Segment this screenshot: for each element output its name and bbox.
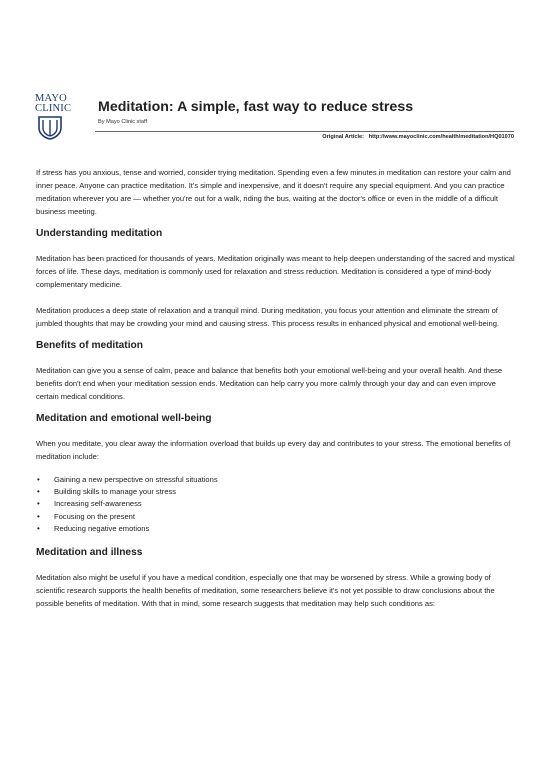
list-item: • Increasing self-awareness — [36, 498, 516, 510]
understanding-paragraph-2: Meditation produces a deep state of relaxation and a tranquil mind. During meditation, you focus your attention and eliminate the stream of jumbled thoughts that may be crowding your mind and causing stress. This process results in enhanced physical and emotional well-being. — [36, 306, 499, 328]
page-title: Meditation: A simple, fast way to reduce stress — [98, 99, 414, 115]
byline: By Mayo Clinic staff — [98, 119, 148, 125]
original-article-url[interactable]: http://www.mayoclinic.com/health/meditation/HQ01070 — [368, 134, 514, 140]
article-body — [36, 166, 516, 610]
logo-line-2: CLINIC — [35, 103, 72, 114]
logo-line-1: MAYO — [35, 93, 67, 104]
understanding-paragraph-1: Meditation has been practiced for thousands of years. Meditation originally was meant to help deepen understanding of the sacred and mystical forces of life. These days, meditation is commonly used for relaxation and stress reduction. Meditation is considered a type of mind-body complementary medicine. — [36, 254, 515, 289]
original-article-label: Original Article: — [322, 134, 365, 140]
illness-paragraph: Meditation also might be useful if you have a medical condition, especially one that may be worsened by stress. While a growing body of scientific research supports the health benefits of meditation, some researchers believe it's not yet possible to draw conclusions about the possible benefits of meditation. With that in mind, some research suggests that meditation may help such conditions as: — [36, 573, 495, 609]
heading-illness: Meditation and illness — [36, 547, 143, 559]
list-item: • Gaining a new perspective on stressful situations — [36, 474, 516, 486]
header-divider — [95, 131, 514, 132]
heading-emotional: Meditation and emotional well-being — [36, 413, 212, 424]
emotional-benefits-list — [36, 474, 516, 535]
list-item: • Reducing negative emotions — [36, 523, 516, 535]
intro-paragraph: If stress has you anxious, tense and worried, consider trying meditation. Spending even a few minutes in meditation can restore your calm and inner peace. Anyone can practice meditation. It's simple and inexpensive, and it doesn't require any special equipment. And you can practice meditation wherever you are — whether you're out for a walk, riding the bus, waiting at the doctor's office or even in the middle of a difficult business meeting. — [36, 168, 511, 216]
mayo-clinic-logo — [35, 94, 87, 144]
heading-benefits: Benefits of meditation — [36, 340, 143, 351]
list-item: • Building skills to manage your stress — [36, 486, 516, 498]
original-article-line — [322, 134, 514, 140]
shield-icon — [37, 116, 63, 140]
benefits-paragraph: Meditation can give you a sense of calm, peace and balance that benefits both your emotional well-being and your overall health. And these benefits don't end when your meditation session ends. Meditation can help carry you more calmly through your day and can even improve certain medical conditions. — [36, 366, 503, 401]
emotional-paragraph: When you meditate, you clear away the information overload that builds up every day and contributes to your stress. The emotional benefits of meditation include: — [36, 439, 511, 461]
heading-understanding: Understanding meditation — [36, 228, 163, 239]
list-item: • Focusing on the present — [36, 511, 516, 523]
